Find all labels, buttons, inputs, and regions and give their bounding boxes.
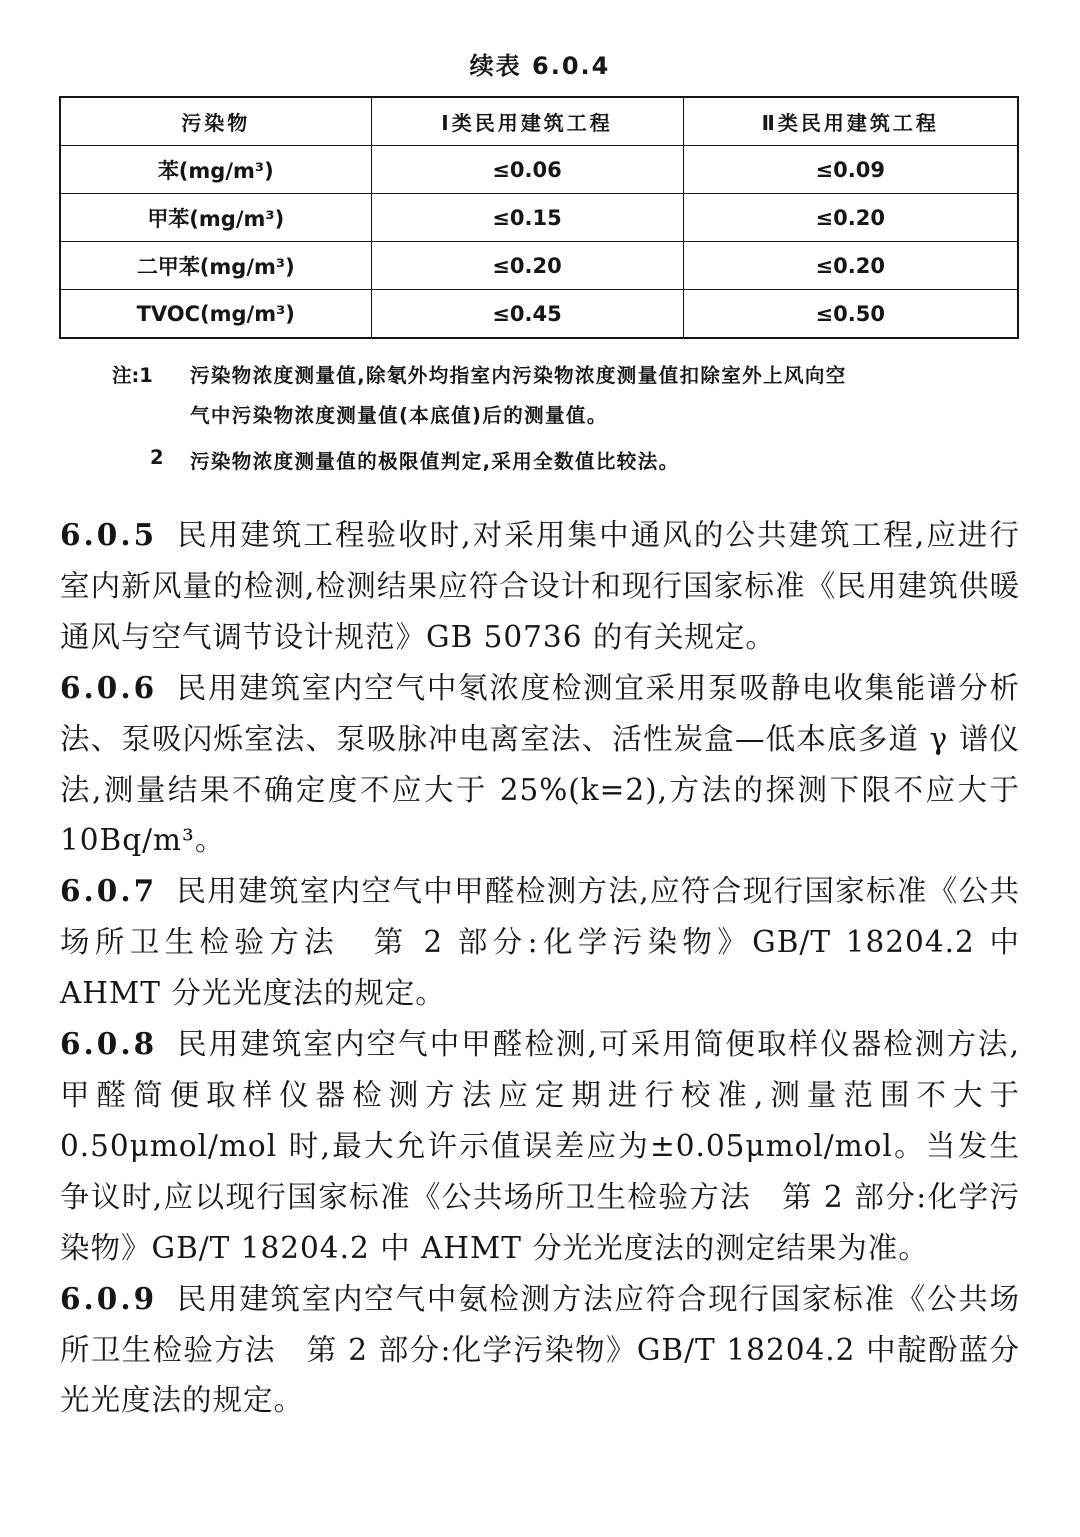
clause-6-0-5 [60,510,1020,663]
table-header-row [60,97,1018,146]
class-2-limit-cell: ≤0.50 [683,290,1018,339]
table-row [60,146,1018,194]
note-1-line-2: 气中污染物浓度测量值(本底值)后的测量值。 [190,404,608,427]
clause-6-0-8 [60,1019,1020,1274]
class-2-limit-cell: ≤0.20 [683,242,1018,290]
clause-text: 民用建筑室内空气中甲醛检测方法,应符合现行国家标准《公共场所卫生检验方法 第 2 部分:化学污染物》GB/T 18204.2 中 AHMT 分光光度法的规定。 [60,874,1020,1011]
clause-list [60,510,1020,1426]
clause-text: 民用建筑室内空气中甲醛检测,可采用简便取样仪器检测方法,甲醛简便取样仪器检测方法应定期进行校准,测量范围不大于 0.50μmol/mol 时,最大允许示值误差应为±0.05μmol/mol。当发生争议时,应以现行国家标准《公共场所卫生检验方法 第 2 部分:化学污染物》GB/T 18204.2 中 AHMT 分光光度法的测定结果为准。 [60,1027,1020,1265]
clause-number: 6.0.7 [60,873,158,909]
table-row [60,242,1018,290]
header-class-1: Ⅰ类民用建筑工程 [371,97,683,146]
pollutant-cell: 二甲苯(mg/m³) [60,242,371,290]
table-row [60,290,1018,339]
header-class-2: Ⅱ类民用建筑工程 [683,97,1018,146]
clause-number: 6.0.5 [60,517,158,552]
note-label: 注:1 [112,364,153,387]
class-1-limit-cell: ≤0.20 [371,242,683,290]
class-2-limit-cell: ≤0.20 [683,194,1018,242]
clause-6-0-7 [60,866,1020,1019]
pollutant-cell: TVOC(mg/m³) [60,290,371,339]
clause-text: 民用建筑室内空气中氨检测方法应符合现行国家标准《公共场所卫生检验方法 第 2 部分:化学污染物》GB/T 18204.2 中靛酚蓝分光光度法的规定。 [60,1281,1020,1418]
clause-number: 6.0.9 [60,1280,158,1316]
clause-6-0-9 [60,1274,1020,1427]
clause-text: 民用建筑工程验收时,对采用集中通风的公共建筑工程,应进行室内新风量的检测,检测结果应符合设计和现行国家标准《民用建筑供暖通风与空气调节设计规范》GB 50736 的有关规定。 [60,518,1020,654]
class-2-limit-cell: ≤0.09 [683,146,1018,194]
clause-text: 民用建筑室内空气中氡浓度检测宜采用泵吸静电收集能谱分析法、泵吸闪烁室法、泵吸脉冲电离室法、活性炭盒—低本底多道 γ 谱仪法,测量结果不确定度不应大于 25%(k=2),方法的探测下限不应大于 10Bq/m³。 [60,670,1020,858]
clause-number: 6.0.8 [60,1026,158,1062]
clause-6-0-6 [60,663,1020,867]
header-pollutant: 污染物 [60,97,371,146]
table-row [60,194,1018,242]
pollutant-cell: 苯(mg/m³) [60,146,371,194]
note-2-number: 2 [150,446,164,469]
pollutant-cell: 甲苯(mg/m³) [60,194,371,242]
table-title: 续表 6.0.4 [469,52,611,80]
pollutant-limits-table [59,96,1019,339]
class-1-limit-cell: ≤0.15 [371,194,683,242]
class-1-limit-cell: ≤0.06 [371,146,683,194]
note-2-text: 污染物浓度测量值的极限值判定,采用全数值比较法。 [190,450,680,473]
note-1-line-1: 污染物浓度测量值,除氡外均指室内污染物浓度测量值扣除室外上风向空 [190,364,847,387]
class-1-limit-cell: ≤0.45 [371,290,683,339]
clause-number: 6.0.6 [60,669,158,705]
